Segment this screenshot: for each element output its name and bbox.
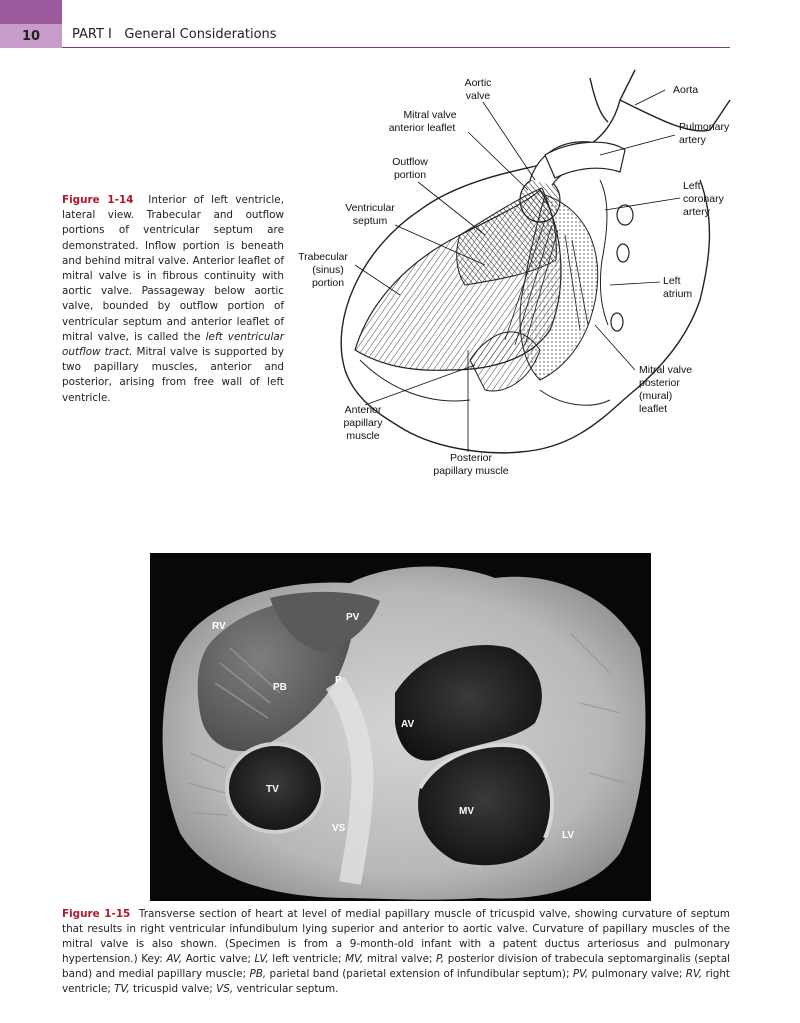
- figure-1-14-text-em: left ventricular outflow tract.: [62, 330, 284, 359]
- figure-1-15-text-part: PV,: [572, 968, 589, 980]
- lbl-mitral-ant-1: Mitral valve: [403, 109, 457, 121]
- lbl-vent-septum-2: septum: [352, 215, 388, 227]
- coronary-vessels: [600, 180, 608, 325]
- lbl-mitral-ant-2: anterior leaflet: [388, 122, 456, 134]
- aortic-valve-drawing: [520, 178, 560, 222]
- lbl-outflow-1: Outflow: [392, 156, 428, 168]
- figure-1-15-text-part: P,: [436, 953, 445, 965]
- figure-1-15-label: Figure 1-15: [62, 908, 131, 920]
- lbl-lca-1: Left: [683, 180, 701, 192]
- figure-1-15-text-part: parietal band (parietal extension of infundibular septum);: [266, 968, 573, 980]
- lbl-aortic-valve-1: Aortic: [464, 77, 492, 89]
- figure-1-15-text-part: LV,: [254, 953, 269, 965]
- lbl-mv-post-3: (mural): [639, 390, 673, 402]
- lbl-vent-septum-1: Ventricular: [345, 202, 395, 214]
- header-rule: [62, 47, 730, 48]
- lbl-mv-post-4: leaflet: [639, 403, 668, 415]
- lbl-la-2: atrium: [663, 288, 693, 300]
- lbl-aortic-valve-2: valve: [465, 90, 491, 102]
- coronary-ostium-3: [611, 313, 623, 331]
- lbl-aorta: Aorta: [673, 84, 699, 96]
- photo-lbl-mv: MV: [459, 806, 474, 817]
- figure-1-15-photo: [150, 553, 651, 901]
- lbl-post-pap-2: papillary muscle: [433, 465, 509, 477]
- figure-1-15-text-part: PB,: [249, 968, 267, 980]
- photo-lbl-av: AV: [401, 719, 415, 730]
- figure-1-14-text-a: Interior of left ventricle, lateral view. Trabecular and outflow portions of ventricular septum are demonstrated. Inflow portion is beneath and behind mitral valve. Anterior leaflet of mitral valve is in fibrous continuity with aortic valve. Passageway below aortic valve, bounded by outflow portion of ventricular septum and anterior leaflet of mitral valve, is called the: [62, 194, 284, 343]
- figure-1-14-caption: [62, 193, 284, 406]
- lbl-ant-pap-2: papillary: [343, 417, 383, 429]
- header-section: PART I: [72, 27, 112, 42]
- photo-lbl-rv: RV: [212, 621, 226, 632]
- photo-lbl-lv: LV: [562, 830, 575, 841]
- figure-1-14-label: Figure 1-14: [62, 194, 134, 206]
- figure-1-15-text-part: RV,: [685, 968, 703, 980]
- page-number: 10: [0, 24, 62, 48]
- specimen-image: [150, 553, 651, 901]
- photo-lbl-pv: PV: [346, 612, 360, 623]
- lbl-lca-3: artery: [683, 206, 710, 218]
- figure-1-15-text-part: AV,: [166, 953, 183, 965]
- figure-1-15-text-part: left ventricle;: [268, 953, 346, 965]
- lbl-ant-pap-1: Anterior: [344, 404, 382, 416]
- lbl-pulm-2: artery: [679, 134, 706, 146]
- lbl-post-pap-1: Posterior: [449, 452, 493, 464]
- figure-1-15-text-part: pulmonary valve;: [588, 968, 686, 980]
- lbl-trabecular-2: (sinus): [312, 264, 344, 276]
- photo-lbl-pb: PB: [273, 682, 287, 693]
- figure-1-15-text-part: mitral valve;: [363, 953, 437, 965]
- lbl-pulm-1: Pulmonary: [679, 121, 730, 133]
- running-header: [72, 27, 277, 42]
- figure-1-14-drawing: [290, 60, 760, 490]
- lbl-trabecular-1: Trabecular: [298, 251, 348, 263]
- lbl-mv-post-1: Mitral valve: [639, 364, 693, 376]
- figure-1-14-text-b: Mitral valve is supported by two papillary muscles, anterior and posterior, arising from free wall of left ventricle.: [62, 346, 284, 404]
- photo-lbl-tv: TV: [266, 784, 279, 795]
- figure-1-15-text-part: posterior division of trabecula septomarginalis (septal band) and medial papillary muscle;: [62, 953, 730, 980]
- figure-1-15-caption: [62, 907, 730, 997]
- lbl-mv-post-2: posterior: [639, 377, 680, 389]
- lbl-lca-2: coronary: [683, 193, 724, 205]
- coronary-ostium-2: [617, 244, 629, 262]
- lbl-outflow-2: portion: [393, 169, 427, 181]
- figure-1-15-text-part: ventricular septum.: [233, 983, 339, 995]
- lbl-la-1: Left: [663, 275, 681, 287]
- figure-1-15-text-part: Aortic valve;: [182, 953, 255, 965]
- figure-1-15-text-part: right ventricle;: [62, 968, 730, 995]
- figure-1-15-text-part: VS,: [216, 983, 234, 995]
- figure-1-15-text-part: Transverse section of heart at level of medial papillary muscle of tricuspid valve, showing curvature of septum that results in right ventricular infundibulum lying superior and anterior to aortic valve. Curvature of papillary muscles of the mitral valve is also shown. (Specimen is from a 9-month-old infant with a patent ductus arteriosus and pulmonary hypertension.) Key:: [62, 908, 730, 965]
- figure-1-15-text-part: MV,: [345, 953, 364, 965]
- photo-lbl-vs: VS: [332, 823, 346, 834]
- lbl-ant-pap-3: muscle: [346, 430, 380, 442]
- figure-1-15-text-part: tricuspid valve;: [129, 983, 217, 995]
- header-title: General Considerations: [124, 27, 277, 42]
- photo-lbl-p: P: [335, 675, 342, 686]
- lbl-trabecular-3: portion: [311, 277, 345, 289]
- figure-1-15-text-part: TV,: [114, 983, 130, 995]
- figure-1-15-text: [62, 908, 730, 995]
